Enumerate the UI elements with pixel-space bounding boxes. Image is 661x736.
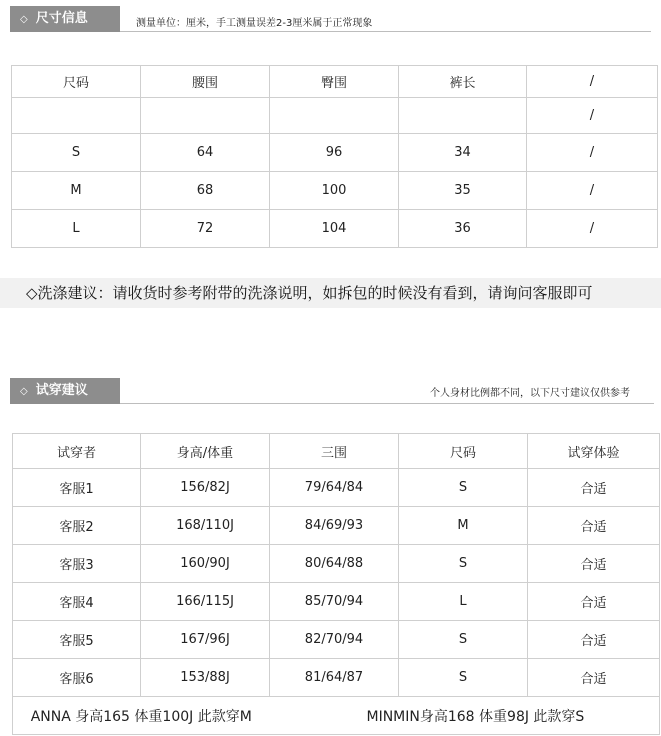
table-cell: L [12,210,141,248]
table-cell: M [12,172,141,210]
table-header-row [13,434,660,469]
header-cell: 试穿体验 [528,434,660,469]
header-cell: 裤长 [399,66,527,98]
header-cell: 试穿者 [13,434,141,469]
table-cell: 153/88J [141,659,270,697]
size-section-tab [10,6,120,32]
header-cell: 三围 [270,434,399,469]
try-on-section-title: 试穿建议 [35,383,88,398]
table-cell: 80/64/88 [270,545,399,583]
header-cell: 臀围 [270,66,399,98]
table-cell: 合适 [528,659,660,697]
table-cell: 64 [141,134,270,172]
table-cell: 68 [141,172,270,210]
table-cell: 客服2 [13,507,141,545]
table-cell: S [12,134,141,172]
table-cell: 85/70/94 [270,583,399,621]
table-row [13,583,660,621]
table-cell [270,98,399,134]
table-cell: 合适 [528,621,660,659]
table-cell [399,98,527,134]
table-cell: 156/82J [141,469,270,507]
table-cell: M [399,507,528,545]
table-cell: 合适 [528,507,660,545]
header-cell: 尺码 [399,434,528,469]
table-cell: 104 [270,210,399,248]
table-cell: 34 [399,134,527,172]
try-on-section-tab [10,378,120,404]
table-cell: 客服3 [13,545,141,583]
header-cell: 腰围 [141,66,270,98]
washing-advice: ◇洗涤建议：请收货时参考附带的洗涤说明，如拆包的时候没有看到，请询问客服即可 [0,278,661,308]
table-cell: 35 [399,172,527,210]
table-cell: / [527,98,658,134]
table-cell: 合适 [528,583,660,621]
table-cell: L [399,583,528,621]
table-cell: / [527,210,658,248]
table-cell: / [527,172,658,210]
table-row [12,134,658,172]
table-cell: 160/90J [141,545,270,583]
table-cell: 79/64/84 [270,469,399,507]
diamond-icon: ◇ [20,14,28,25]
model-anna-summary: ANNA 身高165 体重100J 此款穿M [13,697,270,735]
table-cell: S [399,545,528,583]
table-row [12,172,658,210]
size-table [11,65,658,248]
divider [120,403,654,404]
table-cell: 客服6 [13,659,141,697]
try-on-table [12,433,660,735]
table-cell: 36 [399,210,527,248]
header-cell: 尺码 [12,66,141,98]
table-cell: 166/115J [141,583,270,621]
table-cell: 168/110J [141,507,270,545]
reference-note: 个人身材比例都不同，以下尺寸建议仅供参考 [430,388,630,399]
model-summary-row [13,697,660,735]
table-cell: 81/64/87 [270,659,399,697]
table-row [13,545,660,583]
table-row [13,469,660,507]
table-row [12,210,658,248]
table-row [13,659,660,697]
header-cell: / [527,66,658,98]
measurement-note: 测量单位：厘米，手工测量误差2-3厘米属于正常现象 [136,18,373,29]
table-cell: 72 [141,210,270,248]
table-row [12,98,658,134]
size-section-title: 尺寸信息 [35,11,88,26]
header-cell: 身高/体重 [141,434,270,469]
table-cell [12,98,141,134]
table-cell: 客服4 [13,583,141,621]
table-cell [141,98,270,134]
diamond-icon: ◇ [20,386,28,397]
table-header-row [12,66,658,98]
table-row [13,507,660,545]
table-cell: S [399,469,528,507]
table-cell: 167/96J [141,621,270,659]
table-cell: 客服5 [13,621,141,659]
table-cell: 82/70/94 [270,621,399,659]
table-cell: 合适 [528,469,660,507]
table-cell: S [399,659,528,697]
divider [120,31,651,32]
table-cell: 84/69/93 [270,507,399,545]
table-cell: 合适 [528,545,660,583]
table-cell: 客服1 [13,469,141,507]
table-cell: 96 [270,134,399,172]
table-row [13,621,660,659]
table-cell: / [527,134,658,172]
table-cell: 100 [270,172,399,210]
model-minmin-summary: MINMIN身高168 体重98J 此款穿S [270,697,660,735]
table-cell: S [399,621,528,659]
